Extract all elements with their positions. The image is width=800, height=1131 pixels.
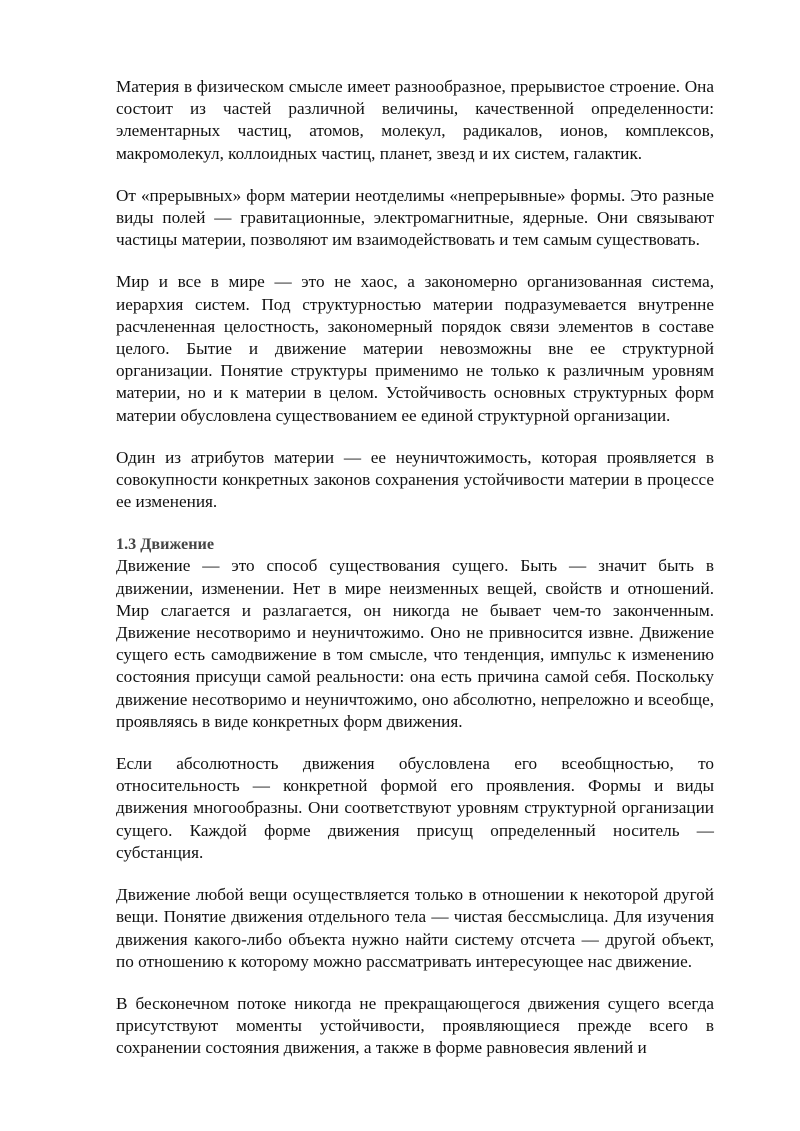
- paragraph-fields: От «прерывных» форм материи неотделимы «непрерывные» формы. Это разные виды полей — гравитационные, электромагнитные, ядерные. Они связывают частицы материи, позволяют им взаимодействовать и тем самым существовать.: [116, 185, 714, 250]
- paragraph-motion-definition: Движение — это способ существования сущего. Быть — значит быть в движении, изменении. Нет в мире неизменных вещей, свойств и отношений. Мир слагается и разлагается, он никогда не бывает чем-то законченным. Движение несотворимо и неуничтожимо. Оно не привносится извне. Движение сущего есть самодвижение в том смысле, что тенденция, импульс к изменению состояния присущи самой реальности: она есть причина самой себя. Поскольку движение несотворимо и неуничтожимо, оно абсолютно, непреложно и всеобще, проявляясь в виде конкретных форм движения.: [116, 556, 714, 731]
- paragraph-motion-absoluteness: Если абсолютность движения обусловлена его всеобщностью, то относительность — конкретной формой его проявления. Формы и виды движения многообразны. Они соответствуют уровням структурной организации сущего. Каждой форме движения присущ определенный носитель — субстанция.: [116, 754, 714, 862]
- paragraph-system-hierarchy: Мир и все в мире — это не хаос, а закономерно организованная система, иерархия систем. Под структурностью материи подразумевается внутренне расчлененная целостность, закономерный порядок связи элементов в составе целого. Бытие и движение материи невозможны вне ее структурной организации. Понятие структуры применимо не только к различным уровням материи, но и к материи в целом. Устойчивость основных структурных форм материи обусловлена существованием ее единой структурной организации.: [116, 272, 714, 425]
- paragraph-matter-structure: Материя в физическом смысле имеет разнообразное, прерывистое строение. Она состоит из частей различной величины, качественной определенности: элементарных частиц, атомов, молекул, радикалов, ионов, комплексов, макромолекул, коллоидных частиц, планет, звезд и их систем, галактик.: [116, 77, 714, 163]
- paragraph-reference-system: Движение любой вещи осуществляется только в отношении к некоторой другой вещи. Понятие движения отдельного тела — чистая бессмыслица. Для изучения движения какого-либо объекта нужно найти систему отсчета — другой объект, по отношению к которому можно рассматривать интересующее нас движение.: [116, 885, 714, 971]
- paragraph-stability: В бесконечном потоке никогда не прекращающегося движения сущего всегда присутствуют моменты устойчивости, проявляющиеся прежде всего в сохранении состояния движения, а также в форме равновесия явлений и: [116, 993, 714, 1058]
- section-heading: 1.3 Движение: [116, 535, 215, 554]
- paragraph-indestructibility: Один из атрибутов материи — ее неуничтожимость, которая проявляется в совокупности конкретных законов сохранения устойчивости материи в процессе ее изменения.: [116, 447, 714, 512]
